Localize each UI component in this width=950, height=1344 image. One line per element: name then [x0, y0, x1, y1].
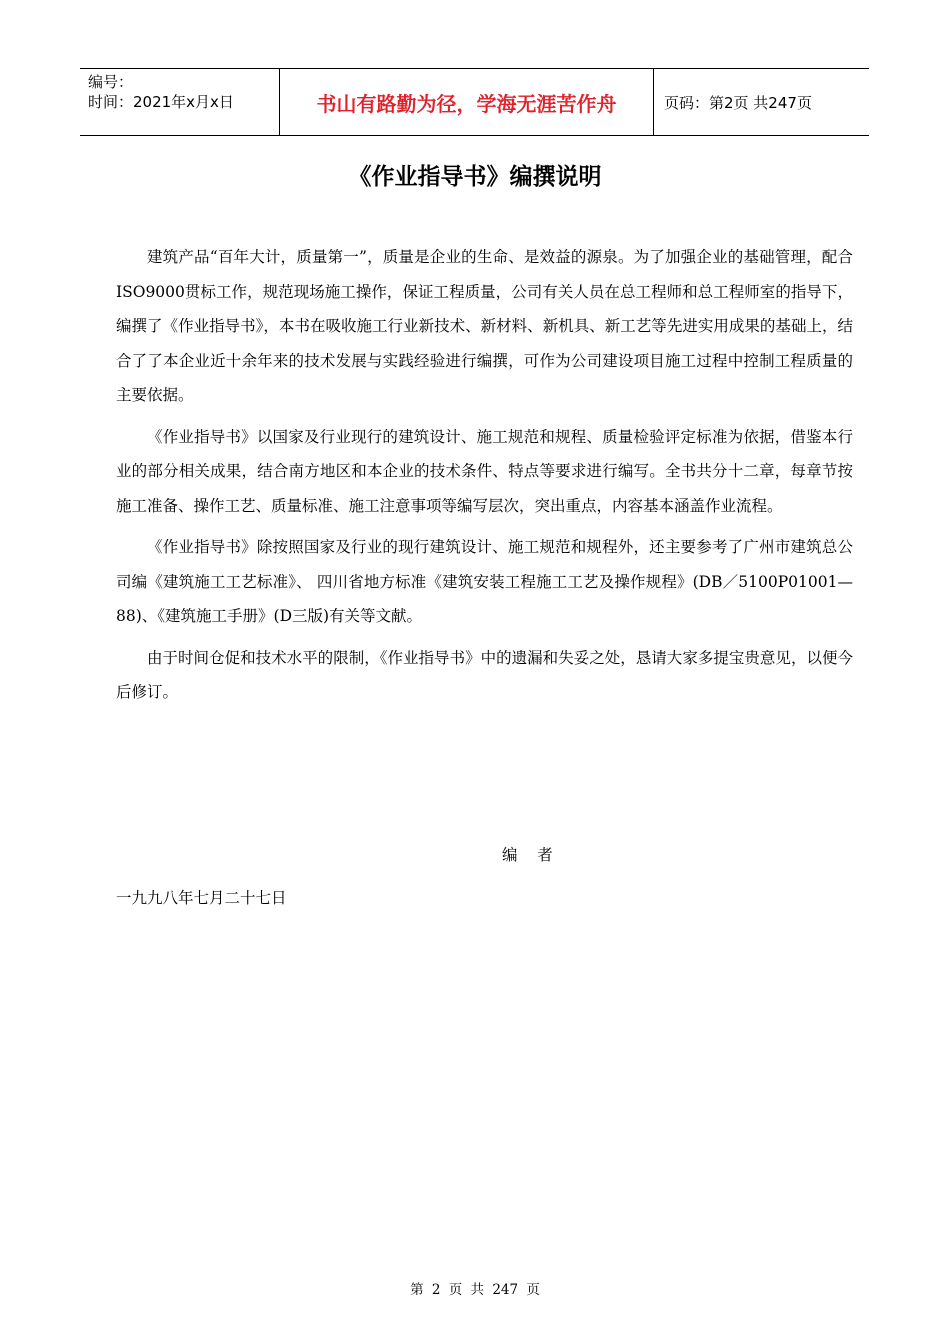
serial-number-label: 编号： [88, 73, 134, 91]
paragraph: 建筑产品“百年大计，质量第一”，质量是企业的生命、是效益的源泉。为了加强企业的基础管理，配合ISO9000贯标工作，规范现场施工操作，保证工程质量，公司有关人员在总工程师和总工程师室的指导下，编撰了《作业指导书》，本书在吸收施工行业新技术、新材料、新机具、新工艺等先进实用成果的基础上，结合了了本企业近十余年来的技术发展与实践经验进行编撰，可作为公司建设项目施工过程中控制工程质量的主要依据。 [116, 248, 853, 404]
document-title: 《作业指导书》编撰说明 [348, 164, 602, 190]
document-date: 一九九八年七月二十七日 [116, 889, 287, 907]
paragraph: 《作业指导书》除按照国家及行业的现行建筑设计、施工规范和规程外，还主要参考了广州市建筑总公司编《建筑施工工艺标准》、 四川省地方标准《建筑安装工程施工工艺及操作规程》(DB／5100P01001—88)、《建筑施工手册》(D三版)有关等文献。 [116, 538, 853, 625]
header-motto: 书山有路勤为径，学海无涯苦作舟 [280, 69, 654, 135]
author-signature: 编 者 [502, 846, 553, 864]
header-date: 时间：2021年x月x日 [88, 93, 234, 111]
document-body [116, 240, 853, 717]
page-header [80, 68, 869, 136]
header-meta-cell [80, 69, 280, 135]
paragraph: 由于时间仓促和技术水平的限制，《作业指导书》中的遗漏和失妥之处，恳请大家多提宝贵意见，以便今后修订。 [116, 648, 853, 701]
paragraph: 《作业指导书》以国家及行业现行的建筑设计、施工规范和规程、质量检验评定标准为依据，借鉴本行业的部分相关成果，结合南方地区和本企业的技术条件、特点等要求进行编写。全书共分十二章，每章节按施工准备、操作工艺、质量标准、施工注意事项等编写层次，突出重点，内容基本涵盖作业流程。 [116, 427, 853, 515]
header-page-info: 页码：第2页 共247页 [664, 93, 812, 112]
page-footer: 第 2 页 共 247 页 [410, 1282, 540, 1298]
